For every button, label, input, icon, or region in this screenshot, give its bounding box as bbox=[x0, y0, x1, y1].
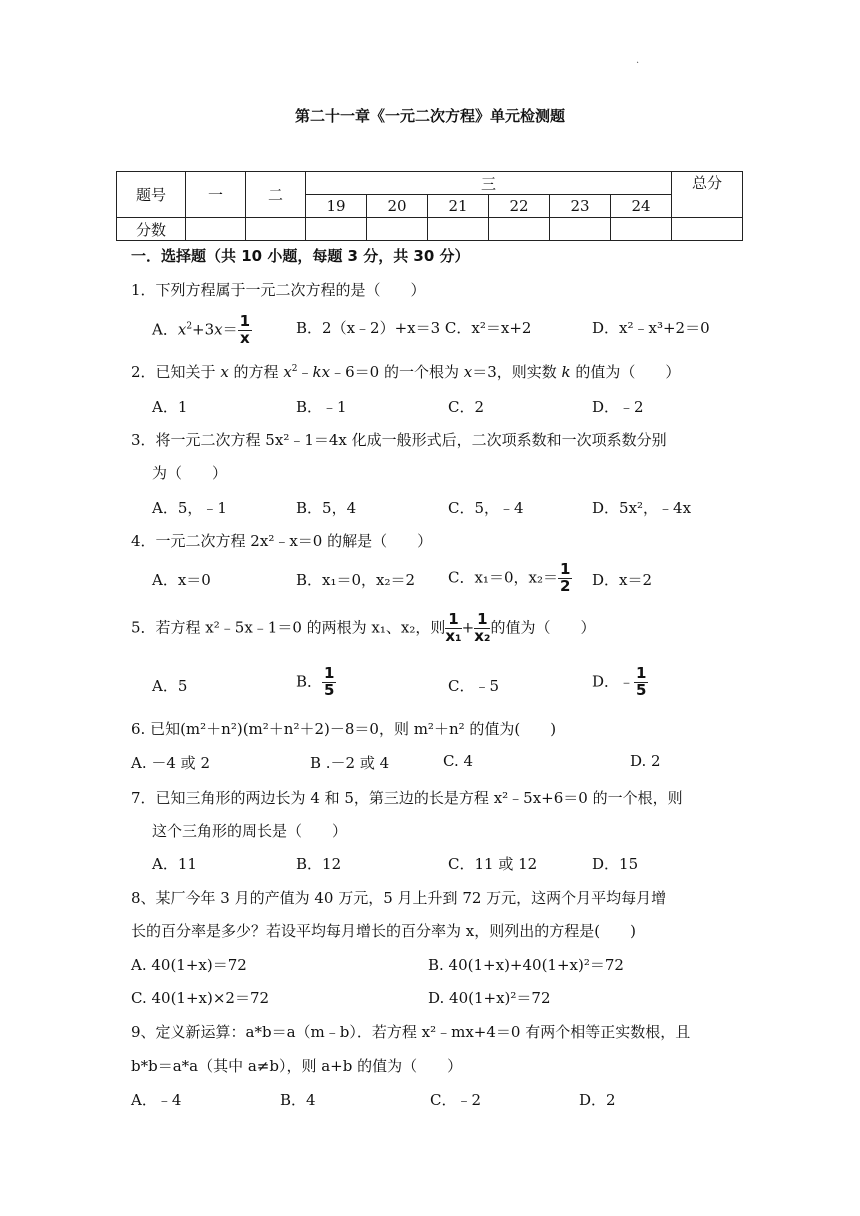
score-cell bbox=[186, 218, 246, 241]
col-22: 22 bbox=[489, 195, 550, 218]
page-title: 第二十一章《一元二次方程》单元检测题 bbox=[294, 107, 565, 125]
header-question-number: 题号 bbox=[117, 172, 186, 218]
row-score-label: 分数 bbox=[117, 218, 186, 241]
question-7: 7．已知三角形的两边长为 4 和 5，第三边的长是方程 x²﹣5x+6＝0 的一个根，则 bbox=[131, 789, 683, 807]
header-total: 总分 bbox=[672, 172, 743, 218]
score-table bbox=[116, 171, 743, 241]
q2-option-a: A．1 bbox=[152, 398, 188, 416]
q7-option-d: D．15 bbox=[592, 855, 639, 873]
q5-option-d: D．﹣ $\frac{1}{5}$ bbox=[592, 664, 647, 699]
q9-option-c: C．﹣2 bbox=[430, 1091, 482, 1109]
q9-option-b: B．4 bbox=[280, 1091, 316, 1109]
question-2: 2．已知关于 x 的方程 $x^2﹣kx﹣6=0$ 的一个根为 x＝3，则实数 k 的值为（ ） bbox=[131, 363, 681, 381]
score-cell bbox=[428, 218, 489, 241]
q5-option-c: C．﹣5 bbox=[448, 677, 500, 695]
fraction: $\frac{1}{x}$ bbox=[239, 312, 251, 347]
q6-option-d: D. 2 bbox=[630, 752, 661, 770]
q3-option-a: A．5，﹣1 bbox=[152, 499, 227, 517]
q5-option-a: A．5 bbox=[152, 677, 188, 695]
question-7-cont: 这个三角形的周长是（ ） bbox=[152, 822, 348, 840]
question-3-cont: 为（ ） bbox=[152, 464, 228, 482]
q2-option-c: C．2 bbox=[448, 398, 485, 416]
q6-option-b: B .－2 或 4 bbox=[310, 754, 390, 772]
q7-option-b: B．12 bbox=[296, 855, 342, 873]
header-part-one: 一 bbox=[186, 172, 246, 218]
q8-option-a: A. 40(1+x)＝72 bbox=[131, 956, 247, 974]
q2-option-d: D．﹣2 bbox=[592, 398, 644, 416]
score-cell bbox=[246, 218, 306, 241]
question-4: 4．一元二次方程 2x²﹣x＝0 的解是（ ） bbox=[131, 532, 433, 550]
q4-option-b: B．x₁＝0，x₂＝2 bbox=[296, 571, 416, 589]
q1-option-a: A．$x^2+3x=$ $\frac{1}{x}$ bbox=[152, 312, 251, 347]
score-cell bbox=[306, 218, 367, 241]
col-20: 20 bbox=[367, 195, 428, 218]
q1-option-d: D．x²﹣x³+2＝0 bbox=[592, 319, 710, 337]
header-part-two: 二 bbox=[246, 172, 306, 218]
q3-option-c: C．5，﹣4 bbox=[448, 499, 524, 517]
question-3: 3．将一元二次方程 5x²﹣1＝4x 化成一般形式后，二次项系数和一次项系数分别 bbox=[131, 431, 667, 449]
q4-option-c: C．x₁＝0，x₂＝ $\frac{1}{2}$ bbox=[448, 560, 571, 595]
q3-option-d: D．5x²，﹣4x bbox=[592, 499, 692, 517]
q9-option-d: D．2 bbox=[579, 1091, 616, 1109]
q6-option-a: A. －4 或 2 bbox=[131, 754, 210, 772]
q2-option-b: B．﹣1 bbox=[296, 398, 347, 416]
q6-option-c: C. 4 bbox=[443, 752, 474, 770]
question-1: 1．下列方程属于一元二次方程的是（ ） bbox=[131, 281, 426, 299]
q9-option-a: A．﹣4 bbox=[131, 1091, 182, 1109]
score-cell bbox=[550, 218, 611, 241]
fraction: $\frac{1}{5}$ bbox=[636, 664, 647, 699]
col-19: 19 bbox=[306, 195, 367, 218]
q7-option-c: C．11 或 12 bbox=[448, 855, 538, 873]
corner-dot: · bbox=[636, 58, 640, 69]
col-23: 23 bbox=[550, 195, 611, 218]
q8-option-d: D. 40(1+x)²＝72 bbox=[428, 989, 551, 1007]
header-part-three: 三 bbox=[306, 172, 672, 195]
fraction: $\frac{1}{\text{x₂}}$ bbox=[474, 610, 491, 645]
question-5: 5．若方程 x²﹣5x﹣1＝0 的两根为 x₁、x₂，则 $\frac{1}{\text{x₁}}$ + $\frac{1}{\text{x₂}}$ 的值为（ ） bbox=[131, 610, 596, 645]
score-cell bbox=[611, 218, 672, 241]
q5-option-b: B． $\frac{1}{5}$ bbox=[296, 664, 335, 699]
score-cell bbox=[367, 218, 428, 241]
q7-option-a: A．11 bbox=[152, 855, 197, 873]
q4-option-a: A．x＝0 bbox=[152, 571, 211, 589]
q8-option-b: B. 40(1+x)+40(1+x)²＝72 bbox=[428, 956, 624, 974]
q4-option-d: D．x＝2 bbox=[592, 571, 653, 589]
question-9-cont: b*b＝a*a（其中 a≠b），则 a+b 的值为（ ） bbox=[131, 1057, 463, 1075]
question-6: 6. 已知(m²＋n²)(m²＋n²＋2)－8＝0，则 m²＋n² 的值为( ) bbox=[131, 720, 557, 738]
q8-option-c: C. 40(1+x)×2＝72 bbox=[131, 989, 270, 1007]
question-8-cont: 长的百分率是多少？若设平均每月增长的百分率为 x，则列出的方程是( ) bbox=[131, 922, 636, 940]
col-24: 24 bbox=[611, 195, 672, 218]
fraction: $\frac{1}{5}$ bbox=[324, 664, 335, 699]
score-cell bbox=[489, 218, 550, 241]
q3-option-b: B．5，4 bbox=[296, 499, 357, 517]
col-21: 21 bbox=[428, 195, 489, 218]
q1-option-bc: B．2（x﹣2）+x＝3 C．x²＝x+2 bbox=[296, 319, 532, 337]
score-cell bbox=[672, 218, 743, 241]
fraction: $\frac{1}{\text{x₁}}$ bbox=[445, 610, 462, 645]
fraction: $\frac{1}{2}$ bbox=[559, 560, 571, 595]
section-heading: 一．选择题（共 10 小题，每题 3 分，共 30 分） bbox=[131, 247, 470, 265]
question-9: 9、定义新运算：a*b＝a（m﹣b）．若方程 x²﹣mx+4＝0 有两个相等正实数根，且 bbox=[131, 1023, 691, 1041]
q1-option-a-label: A． bbox=[152, 320, 178, 339]
question-8: 8、某厂今年 3 月的产值为 40 万元，5 月上升到 72 万元，这两个月平均每月增 bbox=[131, 889, 667, 907]
